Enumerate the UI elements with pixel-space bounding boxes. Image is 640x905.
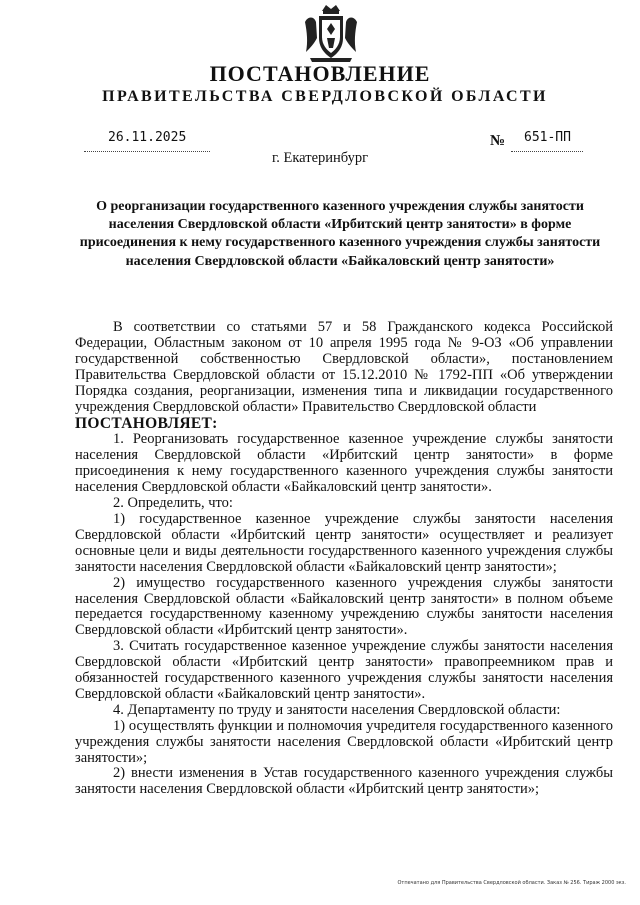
city: г. Екатеринбург [271, 150, 369, 166]
preamble-paragraph: В соответствии со статьями 57 и 58 Гражданского кодекса Российской Федерации, Областным законом от 10 апреля 1995 года № 9-ОЗ «Об управлении государственной собственностью Свердловской области», постановлением Правительства Свердловской области от 15.12.2010 № 1792-ПП «Об утверждении Порядка создания, реорганизации, изменения типа и ликвидации государственного учреждения Свердловской области» Правительство Свердловской области [75, 319, 613, 415]
document-type-heading: ПОСТАНОВЛЕНИЕ [209, 61, 431, 86]
paragraph-3: 3. Считать государственное казенное учреждение службы занятости населения Свердловской области «Ирбитский центр занятости» правопреемником прав и обязанностей государственного казенного учреждения службы занятости населения Свердловской области «Байкаловский центр занятости». [75, 638, 613, 702]
paragraph-2-2: 2) имущество государственного казенного учреждения службы занятости населения Свердловской области «Байкаловский центр занятости» в полном объеме передается государственному казенному учреждению службы занятости населения Свердловской области «Ирбитский центр занятости». [75, 574, 613, 639]
document-body [75, 320, 613, 798]
decree-word: ПОСТАНОВЛЯЕТ: [75, 415, 218, 433]
coat-of-arms-icon [300, 2, 362, 64]
document-number: 651-ПП [524, 130, 571, 145]
document-date: 26.11.2025 [108, 130, 187, 145]
print-footer: Отпечатано для Правительства Свердловской области. Заказ № 256. Тираж 2000 экз. [397, 880, 626, 886]
issuer-heading: ПРАВИТЕЛЬСТВА СВЕРДЛОВСКОЙ ОБЛАСТИ [102, 88, 548, 105]
paragraph-2: 2. Определить, что: [113, 495, 233, 512]
number-sign: № [490, 133, 506, 149]
paragraph-1: 1. Реорганизовать государственное казенное учреждение службы занятости населения Свердловской области «Ирбитский центр занятости» в форме присоединения к нему государственного казенного учреждения службы занятости населения Свердловской области «Байкаловский центр занятости». [75, 431, 613, 496]
paragraph-4-1: 1) осуществлять функции и полномочия учредителя государственного казенного учреждения службы занятости населения Свердловской области «Ирбитский центр занятости»; [75, 717, 613, 766]
paragraph-4-2: 2) внести изменения в Устав государственного казенного учреждения службы занятости населения Свердловской области «Ирбитский центр занятости»; [75, 765, 613, 798]
paragraph-2-1: 1) государственное казенное учреждение службы занятости населения Свердловской области «Ирбитский центр занятости» осуществляет и реализует основные цели и виды деятельности государственного казенного учреждения службы занятости населения Свердловской области «Байкаловский центр занятости»; [75, 510, 613, 575]
paragraph-4: 4. Департаменту по труду и занятости населения Свердловской области: [113, 701, 561, 718]
document-title: О реорганизации государственного казенного учреждения службы занятости населения Свердловской области «Ирбитский центр занятости» в форме присоединения к нему государственного казенного учреждения службы занятости населения Свердловской области «Байкаловский центр занятости» [79, 199, 601, 269]
